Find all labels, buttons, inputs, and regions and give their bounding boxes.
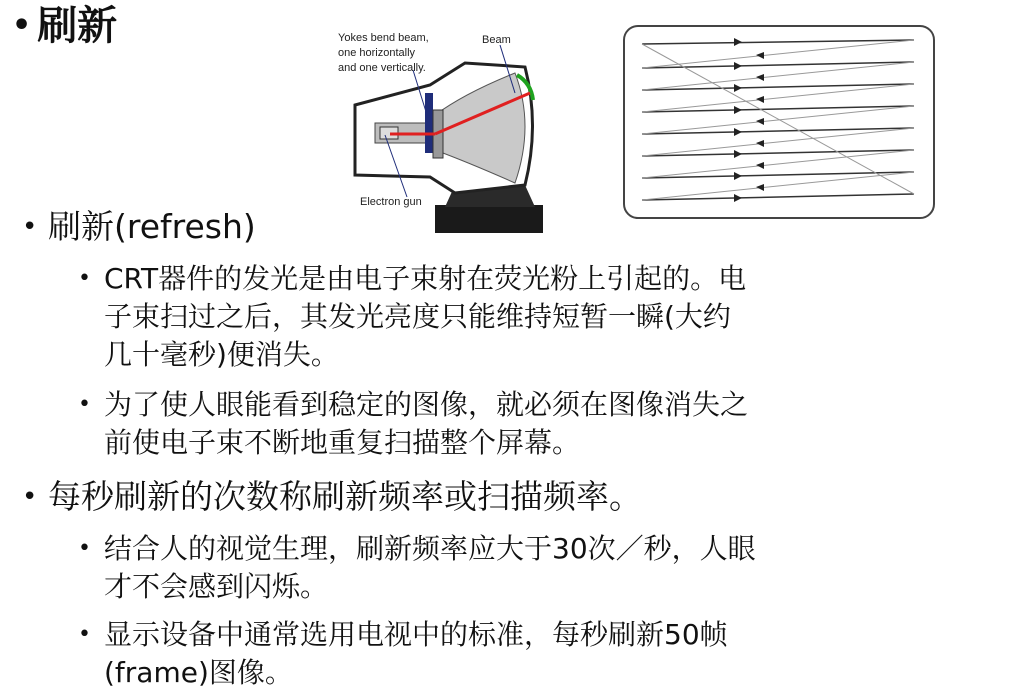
page-title-text: 刷新 <box>37 3 118 49</box>
crt-yoke <box>425 93 433 153</box>
subbullet-line: 几十毫秒)便消失。 <box>104 338 339 371</box>
label-electron-gun: Electron gun <box>360 196 422 208</box>
screen-frame <box>624 26 934 218</box>
subbullet-line: 才不会感到闪烁。 <box>104 570 329 603</box>
subbullet-tv-standard <box>78 616 958 692</box>
subbullet-stable-image <box>78 386 958 462</box>
subbullet-line: (frame)图像。 <box>104 656 293 689</box>
bullet-dot: • <box>22 212 38 242</box>
subbullet-crt-glow <box>78 260 958 374</box>
subbullet-flicker <box>78 530 958 606</box>
label-beam: Beam <box>482 34 511 46</box>
bullet-refresh-rate <box>22 478 922 516</box>
bullet-refresh <box>22 208 542 246</box>
label-yokes-2: one horizontally <box>338 47 416 59</box>
raster-scan-diagram <box>614 22 940 222</box>
label-yokes-1: Yokes bend beam, <box>338 32 429 44</box>
bullet-dot: • <box>12 8 32 43</box>
subbullet-line: 前使电子束不断地重复扫描整个屏幕。 <box>104 426 581 459</box>
bullet-dot: • <box>78 536 91 561</box>
page-title <box>12 0 117 56</box>
subbullet-line: 结合人的视觉生理，刷新频率应大于30次／秒，人眼 <box>104 532 756 565</box>
bullet-dot: • <box>22 482 38 512</box>
subbullet-line: CRT器件的发光是由电子束射在荧光粉上引起的。电 <box>104 262 747 295</box>
label-yokes-3: and one vertically. <box>338 62 426 74</box>
subbullet-line: 子束扫过之后，其发光亮度只能维持短暂一瞬(大约 <box>104 300 731 333</box>
bullet-refresh-rate-text: 每秒刷新的次数称刷新频率或扫描频率。 <box>48 477 642 516</box>
bullet-dot: • <box>78 392 91 417</box>
bullet-dot: • <box>78 622 91 647</box>
subbullet-line: 显示设备中通常选用电视中的标准，每秒刷新50帧 <box>104 618 728 651</box>
bullet-refresh-text: 刷新(refresh) <box>48 207 256 246</box>
subbullet-line: 为了使人眼能看到稳定的图像，就必须在图像消失之 <box>104 388 749 421</box>
bullet-dot: • <box>78 266 91 291</box>
